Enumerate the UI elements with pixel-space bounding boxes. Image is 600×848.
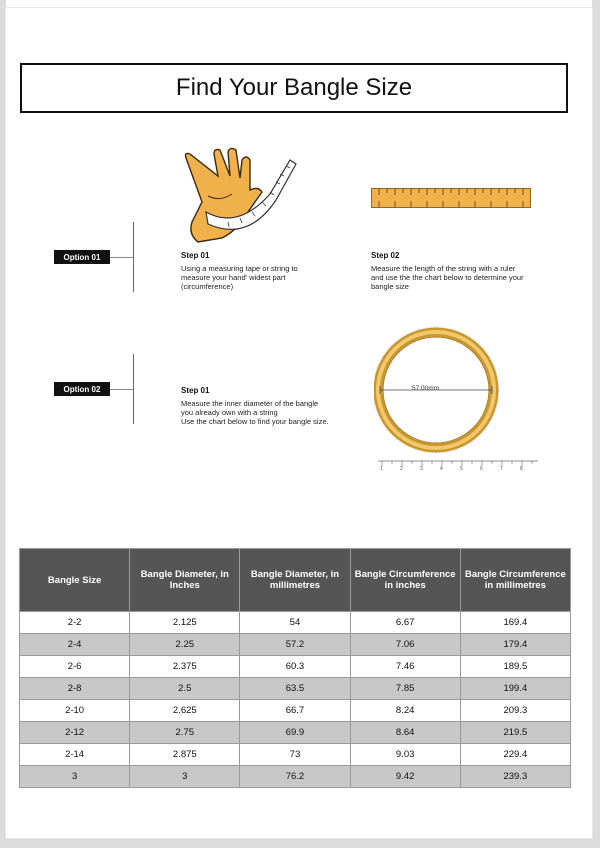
- table-cell: 2.875: [130, 744, 240, 766]
- table-cell: 2-2: [20, 612, 130, 634]
- table-cell: 7.46: [350, 656, 460, 678]
- table-cell: 219.5: [460, 722, 570, 744]
- table-cell: 63.5: [240, 678, 350, 700]
- table-cell: 9.03: [350, 744, 460, 766]
- table-cell: 2-14: [20, 744, 130, 766]
- table-cell: 7.85: [350, 678, 460, 700]
- table-cell: 66.7: [240, 700, 350, 722]
- table-cell: 69.9: [240, 722, 350, 744]
- table-cell: 73: [240, 744, 350, 766]
- table-row: [20, 766, 571, 788]
- table-cell: 2-4: [20, 634, 130, 656]
- table-cell: 76.2: [240, 766, 350, 788]
- table-cell: 2-6: [20, 656, 130, 678]
- column-header: Bangle Diameter, in Inches: [130, 549, 240, 612]
- table-cell: 9.42: [350, 766, 460, 788]
- page-border-bottom: [0, 838, 600, 848]
- page-border-right: [592, 0, 600, 848]
- table-cell: 57.2: [240, 634, 350, 656]
- column-header: Bangle Size: [20, 549, 130, 612]
- bangle-diameter-label: 57.00mm: [412, 385, 440, 392]
- option-02-divider: [133, 354, 134, 424]
- table-cell: 54: [240, 612, 350, 634]
- table-row: [20, 612, 571, 634]
- table-row: [20, 744, 571, 766]
- table-cell: 2.375: [130, 656, 240, 678]
- ruler-icon: [371, 188, 531, 208]
- table-row: [20, 656, 571, 678]
- table-cell: 3: [20, 766, 130, 788]
- table-row: [20, 634, 571, 656]
- table-cell: 6.67: [350, 612, 460, 634]
- table-cell: 8.64: [350, 722, 460, 744]
- bangle-size-table: [19, 548, 571, 788]
- table-row: [20, 722, 571, 744]
- option-01-label: Option 01: [54, 250, 110, 264]
- scale-numbers: 1 2 3 4 5 6 7 8: [380, 466, 523, 472]
- table-cell: 2-8: [20, 678, 130, 700]
- table-cell: 7.06: [350, 634, 460, 656]
- page-title: Find Your Bangle Size: [20, 63, 568, 113]
- option-01-connector: [110, 257, 134, 258]
- table-cell: 2.5: [130, 678, 240, 700]
- table-cell: 2.125: [130, 612, 240, 634]
- column-header: Bangle Diameter, in millimetres: [240, 549, 350, 612]
- hand-measuring-icon: [178, 146, 298, 246]
- table-row: [20, 700, 571, 722]
- table-cell: 3: [130, 766, 240, 788]
- option-01-step-01-text: Using a measuring tape or string to measure your hand' widest part (circumference): [181, 264, 298, 291]
- option-02-label: Option 02: [54, 382, 110, 396]
- table-header-row: [20, 549, 571, 612]
- table-cell: 209.3: [460, 700, 570, 722]
- table-cell: 179.4: [460, 634, 570, 656]
- table-cell: 2-12: [20, 722, 130, 744]
- table-cell: 2.625: [130, 700, 240, 722]
- table-cell: 2-10: [20, 700, 130, 722]
- table-cell: 169.4: [460, 612, 570, 634]
- table-cell: 8.24: [350, 700, 460, 722]
- option-01-step-02-title: Step 02: [371, 251, 400, 260]
- option-01-step-01-title: Step 01: [181, 251, 210, 260]
- option-01-divider: [133, 222, 134, 292]
- table-row: [20, 678, 571, 700]
- option-01-step-02-text: Measure the length of the string with a ruler and use the the chart below to determine your bangle size: [371, 264, 524, 291]
- option-02-connector: [110, 389, 134, 390]
- table-cell: 2.25: [130, 634, 240, 656]
- table-cell: 60.3: [240, 656, 350, 678]
- column-header: Bangle Circumference in inches: [350, 549, 460, 612]
- table-cell: 239.3: [460, 766, 570, 788]
- table-cell: 229.4: [460, 744, 570, 766]
- option-02-step-01-title: Step 01: [181, 386, 210, 395]
- column-header: Bangle Circumference in millimetres: [460, 549, 570, 612]
- table-cell: 199.4: [460, 678, 570, 700]
- table-cell: 189.5: [460, 656, 570, 678]
- option-02-step-01-text: Measure the inner diameter of the bangle you already own with a string Use the chart below to find your bangle size.: [181, 399, 329, 426]
- table-cell: 2.75: [130, 722, 240, 744]
